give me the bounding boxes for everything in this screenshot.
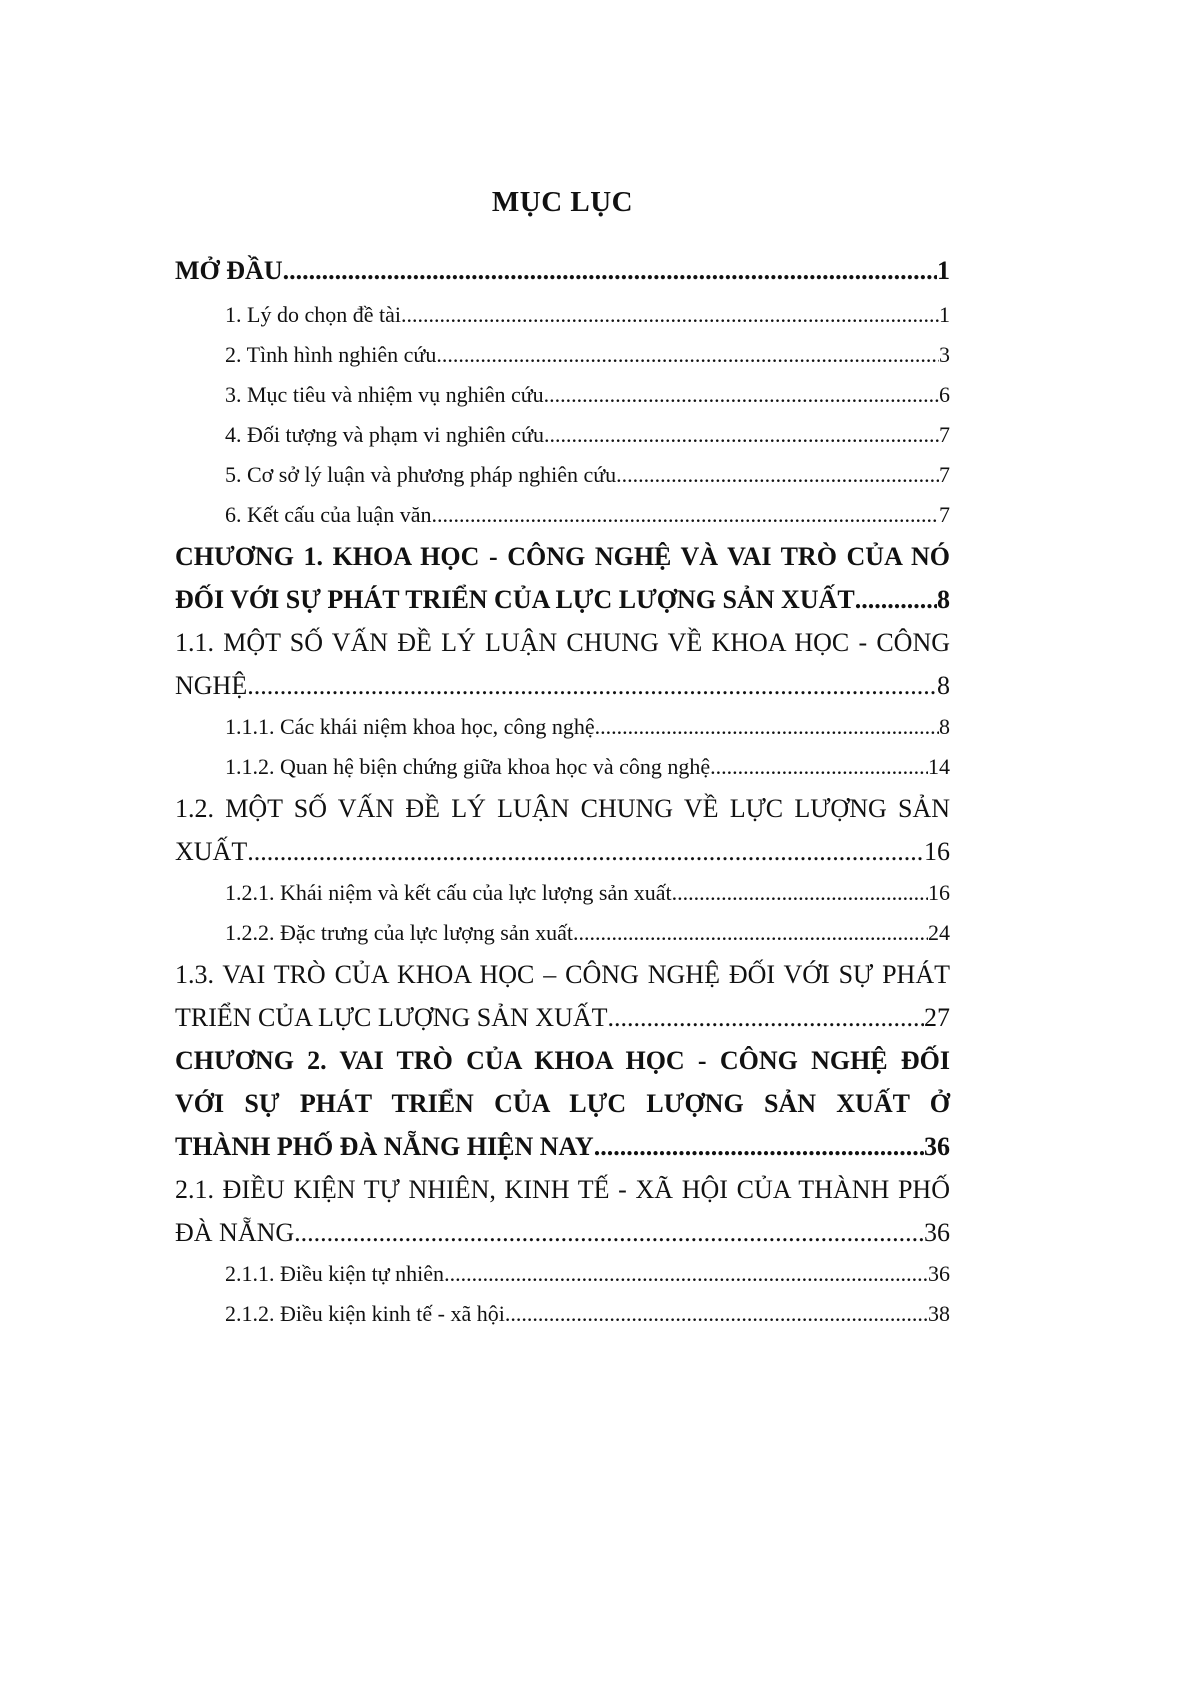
- toc-page-number: 36: [928, 1261, 950, 1286]
- dot-leader: [710, 747, 928, 787]
- toc-page-number: 36: [924, 1132, 950, 1161]
- toc-entry-line: 2.1. ĐIỀU KIỆN TỰ NHIÊN, KINH TẾ - XÃ HỘI CỦA THÀNH PHỐ: [175, 1175, 950, 1204]
- toc-entry: [175, 787, 950, 873]
- toc-entry-row: [225, 873, 950, 913]
- toc-entry-text: ĐỐI VỚI SỰ PHÁT TRIỂN CỦA LỰC LƯỢNG SẢN XUẤT: [175, 585, 855, 614]
- dot-leader: [436, 335, 939, 375]
- toc-page-number: 27: [924, 1003, 950, 1032]
- toc-page-number: 8: [937, 671, 950, 700]
- toc-page-number: 7: [939, 422, 950, 447]
- toc-page-number: 8: [937, 585, 950, 614]
- toc-entry-text: 6. Kết cấu của luận văn: [225, 502, 432, 527]
- toc-page-number: 6: [939, 382, 950, 407]
- dot-leader: [855, 578, 937, 621]
- toc-entry-text: 2. Tình hình nghiên cứu: [225, 342, 437, 367]
- toc-entry-line: 1.1. MỘT SỐ VẤN ĐỀ LÝ LUẬN CHUNG VỀ KHOA HỌC - CÔNG: [175, 628, 950, 657]
- dot-leader: [294, 1211, 924, 1254]
- dot-leader: [544, 415, 939, 455]
- toc-entry-row: [175, 996, 950, 1039]
- toc-entry-row: [225, 1254, 950, 1294]
- toc-entry-row: [225, 295, 950, 335]
- toc-page-number: 24: [928, 920, 950, 945]
- toc-entry: [175, 707, 950, 747]
- dot-leader: [672, 873, 928, 913]
- dot-leader: [505, 1294, 928, 1334]
- toc-page-number: 1: [937, 256, 950, 285]
- toc-entry: [175, 335, 950, 375]
- toc-entry-row: [225, 747, 950, 787]
- dot-leader: [444, 1254, 928, 1294]
- toc-entry-text: 3. Mục tiêu và nhiệm vụ nghiên cứu: [225, 382, 544, 407]
- dot-leader: [401, 295, 939, 335]
- toc-entry-line: 1.3. VAI TRÒ CỦA KHOA HỌC – CÔNG NGHỆ ĐỐI VỚI SỰ PHÁT: [175, 960, 950, 989]
- toc-entry-text: 2.1.2. Điều kiện kinh tế - xã hội: [225, 1301, 505, 1326]
- toc-entry: [175, 249, 950, 293]
- toc-entry: [175, 455, 950, 495]
- toc-entry-text: 4. Đối tượng và phạm vi nghiên cứu: [225, 422, 544, 447]
- toc-entry: [175, 1039, 950, 1168]
- toc-entry-row: [225, 1294, 950, 1334]
- toc-entry-line: VỚI SỰ PHÁT TRIỂN CỦA LỰC LƯỢNG SẢN XUẤT Ở: [175, 1089, 950, 1118]
- toc-entry-line: CHƯƠNG 2. VAI TRÒ CỦA KHOA HỌC - CÔNG NGHỆ ĐỐI: [175, 1046, 950, 1075]
- toc-entry-text: ĐÀ NẴNG: [175, 1218, 295, 1247]
- toc-entry: [175, 953, 950, 1039]
- toc-entry-text: 1. Lý do chọn đề tài: [225, 302, 401, 327]
- toc-entry: [175, 495, 950, 535]
- toc-entry-text: TRIỂN CỦA LỰC LƯỢNG SẢN XUẤT: [175, 1003, 608, 1032]
- toc-entry-text: MỞ ĐẦU: [175, 256, 283, 285]
- dot-leader: [616, 455, 939, 495]
- toc-entry-text: 5. Cơ sở lý luận và phương pháp nghiên cứu: [225, 462, 617, 487]
- toc-entry: [175, 535, 950, 621]
- toc-entry: [175, 1168, 950, 1254]
- toc-entry-text: 1.1.2. Quan hệ biện chứng giữa khoa học và công nghệ: [225, 754, 711, 779]
- toc-entry-row: [175, 664, 950, 707]
- toc-page-number: 7: [939, 502, 950, 527]
- toc-entry: [175, 747, 950, 787]
- dot-leader: [573, 913, 928, 953]
- toc-page-number: 3: [939, 342, 950, 367]
- toc-page-number: 8: [939, 714, 950, 739]
- toc-entry: [175, 873, 950, 913]
- dot-leader: [283, 249, 937, 293]
- toc-entry-text: 1.2.2. Đặc trưng của lực lượng sản xuất: [225, 920, 573, 945]
- toc-entry-row: [225, 415, 950, 455]
- dot-leader: [247, 664, 937, 707]
- dot-leader: [431, 495, 939, 535]
- toc-page-number: 36: [924, 1218, 950, 1247]
- toc-entry: [175, 375, 950, 415]
- toc-entry: [175, 621, 950, 707]
- toc-entry-row: [175, 1211, 950, 1254]
- toc-page-number: 7: [939, 462, 950, 487]
- toc-entry: [175, 1254, 950, 1294]
- toc-entry-row: [175, 578, 950, 621]
- toc-entry-row: [175, 830, 950, 873]
- toc-entry-row: [175, 1125, 950, 1168]
- toc-entry-text: 1.2.1. Khái niệm và kết cấu của lực lượng sản xuất: [225, 880, 672, 905]
- page-title: MỤC LỤC: [491, 186, 634, 218]
- dot-leader: [594, 1125, 924, 1168]
- toc-page-number: 38: [928, 1301, 950, 1326]
- toc-entry-text: NGHỆ: [175, 671, 248, 700]
- toc-entry-text: THÀNH PHỐ ĐÀ NẴNG HIỆN NAY: [175, 1132, 594, 1161]
- toc-entry-text: 1.1.1. Các khái niệm khoa học, công nghệ: [225, 714, 595, 739]
- toc-entry-row: [225, 455, 950, 495]
- toc-entry-row: [225, 707, 950, 747]
- toc-page-number: 1: [939, 302, 950, 327]
- toc-entry-row: [225, 375, 950, 415]
- toc-entry: [175, 415, 950, 455]
- dot-leader: [544, 375, 939, 415]
- dot-leader: [595, 707, 939, 747]
- toc-entry: [175, 1294, 950, 1334]
- dot-leader: [608, 996, 924, 1039]
- toc-entry-text: XUẤT: [175, 837, 248, 866]
- toc-entry-line: 1.2. MỘT SỐ VẤN ĐỀ LÝ LUẬN CHUNG VỀ LỰC LƯỢNG SẢN: [175, 794, 950, 823]
- toc-entry-row: [225, 335, 950, 375]
- toc-entry-row: [225, 495, 950, 535]
- toc-page-number: 16: [924, 837, 950, 866]
- table-of-contents: [175, 249, 950, 1334]
- toc-page-number: 16: [928, 880, 950, 905]
- toc-entry-row: [225, 913, 950, 953]
- toc-page-number: 14: [928, 754, 950, 779]
- toc-entry-row: [175, 249, 950, 293]
- toc-entry-text: 2.1.1. Điều kiện tự nhiên: [225, 1261, 445, 1286]
- toc-entry: [175, 295, 950, 335]
- toc-entry: [175, 913, 950, 953]
- dot-leader: [247, 830, 924, 873]
- toc-entry-line: CHƯƠNG 1. KHOA HỌC - CÔNG NGHỆ VÀ VAI TRÒ CỦA NÓ: [175, 542, 950, 571]
